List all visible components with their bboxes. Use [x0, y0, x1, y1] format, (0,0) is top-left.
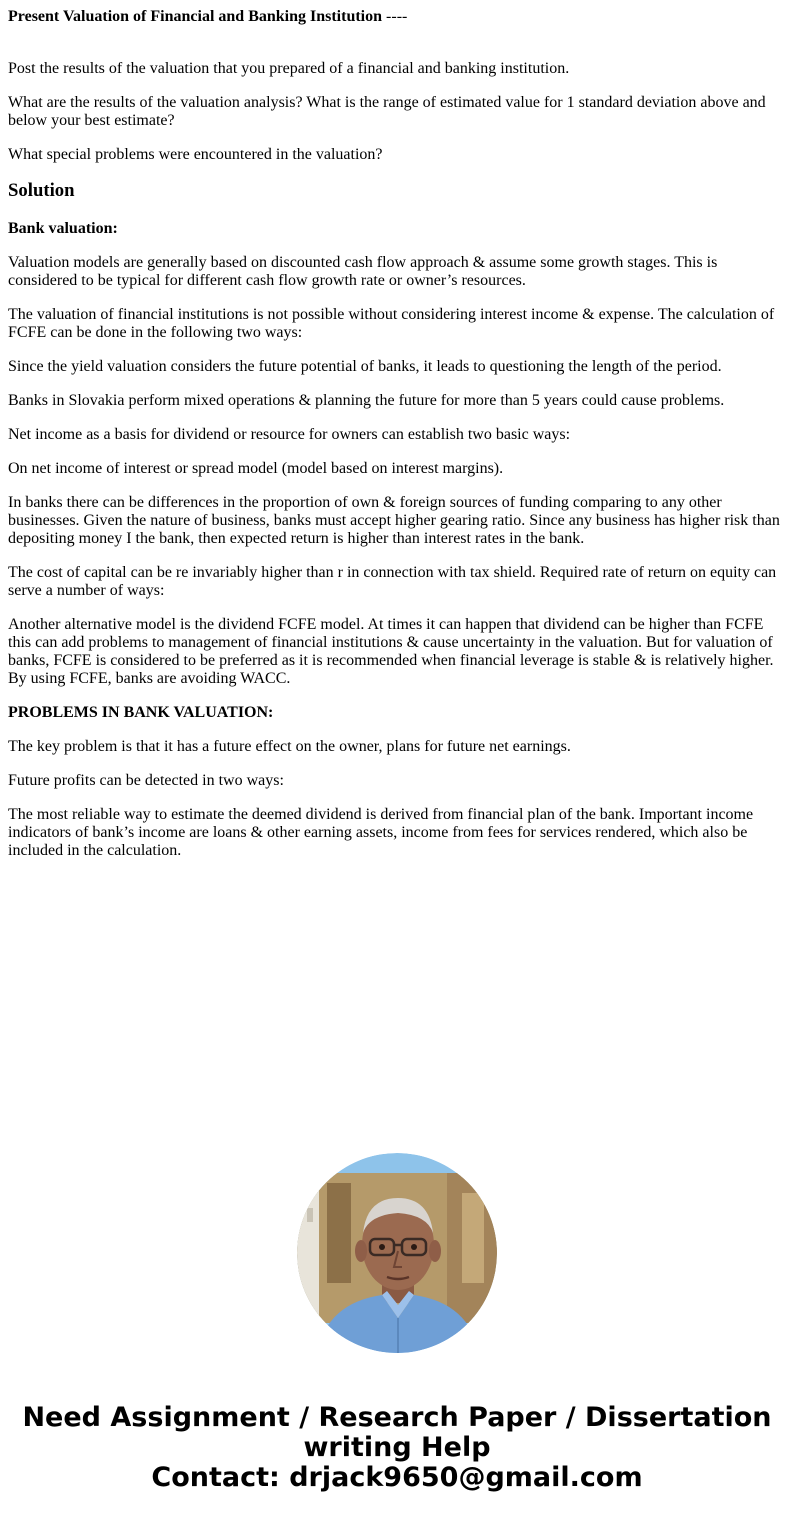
- promo-line: writing Help: [303, 1432, 491, 1463]
- problems-paragraph: Future profits can be detected in two ways:: [8, 772, 284, 789]
- question-paragraph: What are the results of the valuation analysis? What is the range of estimated value for 1 standard deviation above and below your best estimate?: [8, 94, 766, 129]
- solution-paragraph: Since the yield valuation considers the future potential of banks, it leads to questioning the length of the period.: [8, 358, 722, 375]
- problems-paragraph: The most reliable way to estimate the deemed dividend is derived from financial plan of the bank. Important income indicators of bank’s income are loans & other earning assets, income from fees for services rendered, which also be included in the calculation.: [8, 806, 754, 859]
- solution-paragraph: Another alternative model is the dividend FCFE model. At times it can happen that dividend can be higher than FCFE this can add problems to management of financial institutions & cause uncertainty in the valuation. But for valuation of banks, FCFE is considered to be preferred as it is recommended when financial leverage is stable & is relatively higher. By using FCFE, banks are avoiding WACC.: [8, 616, 774, 687]
- solution-paragraph: In banks there can be differences in the proportion of own & foreign sources of funding comparing to any other businesses. Given the nature of business, banks must accept higher gearing ratio. Since any business has higher risk than depositing money I the bank, then expected return is higher than interest rates in the bank.: [8, 494, 780, 547]
- promo-banner: [0, 1403, 794, 1493]
- question-title-bold: Present Valuation of Financial and Banking Institution: [8, 8, 383, 25]
- solution-paragraph: The cost of capital can be re invariably higher than r in connection with tax shield. Required rate of return on equity can serve a number of ways:: [8, 564, 777, 599]
- document-body: [8, 0, 784, 876]
- problems-heading: PROBLEMS IN BANK VALUATION:: [8, 704, 274, 721]
- solution-paragraph: On net income of interest or spread model (model based on interest margins).: [8, 460, 504, 477]
- avatar: [297, 1153, 497, 1353]
- question-title: [8, 8, 784, 26]
- solution-paragraph: Valuation models are generally based on discounted cash flow approach & assume some growth stages. This is considered to be typical for different cash flow growth rate or owner’s resources.: [8, 254, 718, 289]
- problems-paragraph: The key problem is that it has a future effect on the owner, plans for future net earnings.: [8, 738, 571, 755]
- question-paragraph: What special problems were encountered in the valuation?: [8, 146, 383, 163]
- solution-paragraph: Net income as a basis for dividend or resource for owners can establish two basic ways:: [8, 426, 571, 443]
- person-portrait-icon: [297, 1153, 497, 1353]
- question-paragraph: Post the results of the valuation that you prepared of a financial and banking institution.: [8, 60, 570, 77]
- solution-subheading: Bank valuation:: [8, 220, 118, 237]
- promo-line: Need Assignment / Research Paper / Dissertation: [22, 1402, 772, 1433]
- solution-heading: Solution: [8, 180, 75, 201]
- contact-email: Contact: drjack9650@gmail.com: [151, 1462, 643, 1493]
- solution-paragraph: Banks in Slovakia perform mixed operations & planning the future for more than 5 years could cause problems.: [8, 392, 725, 409]
- question-title-suffix: ----: [382, 8, 408, 25]
- solution-paragraph: The valuation of financial institutions is not possible without considering interest income & expense. The calculation of FCFE can be done in the following two ways:: [8, 306, 775, 341]
